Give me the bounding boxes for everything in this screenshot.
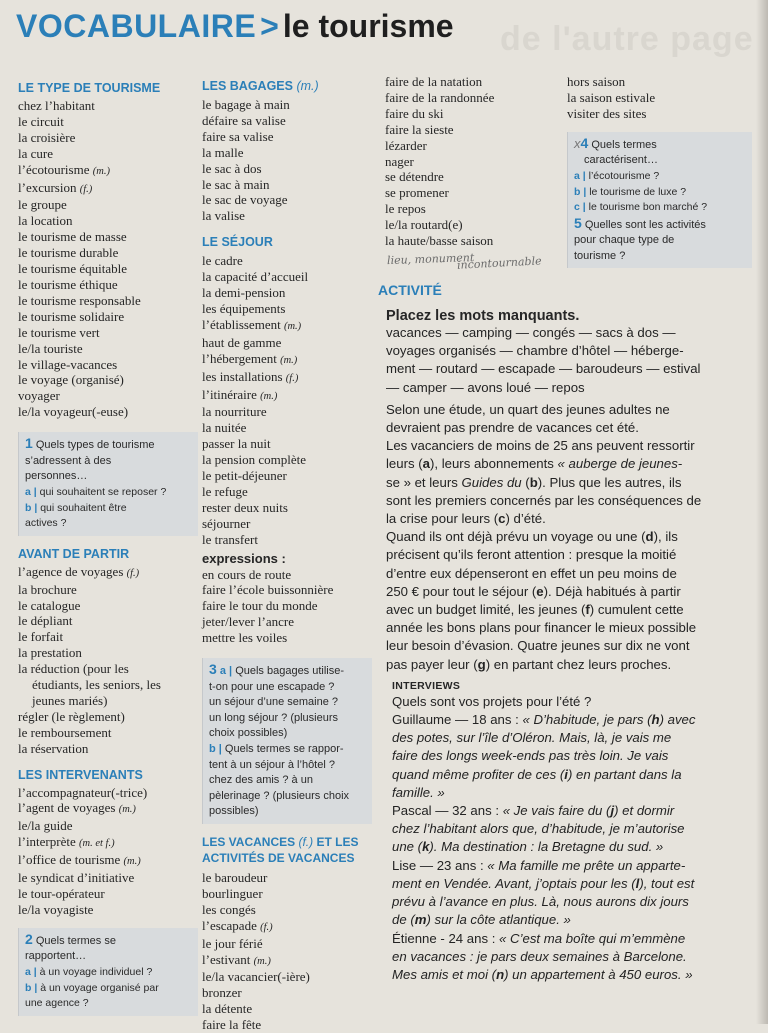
vocab-item: séjourner xyxy=(202,515,251,531)
vocab-item: le cadre xyxy=(202,253,243,269)
vocab-item: haut de gamme xyxy=(202,334,282,350)
text-line: sont les premiers concernés par les conséquences de xyxy=(386,492,702,508)
vacances-heading-gender: (f.) xyxy=(298,835,314,850)
text-line: année les bons plans pour financer le mieux possible xyxy=(386,620,697,636)
vocab-item: passer la nuit xyxy=(202,436,271,452)
list-sejour xyxy=(202,253,377,547)
vocab-item: le refuge xyxy=(202,483,248,499)
q1-b-text-2: actives ? xyxy=(25,517,67,530)
text-line: chez l’habitant alors que, d’habitude, je m’autorise xyxy=(392,821,685,837)
q3-b-line-3: pèlerinage ? (plusieurs choix xyxy=(209,789,350,802)
interviews-heading: INTERVIEWS xyxy=(392,679,461,692)
q1-b-label: b | xyxy=(25,501,38,514)
text-line: leurs (a), leurs abonnements « auberge de jeunes- xyxy=(386,456,683,472)
vocab-item: le tourisme de masse xyxy=(18,229,127,245)
column-1 xyxy=(18,80,198,1016)
vocab-item: le remboursement xyxy=(18,724,112,740)
vocab-item: le catalogue xyxy=(18,597,81,613)
vocab-item: le voyage (organisé) xyxy=(18,372,124,388)
q4-c-label: c | xyxy=(574,201,586,214)
column-4 xyxy=(567,74,752,268)
page-title xyxy=(16,6,454,46)
list-activites xyxy=(385,74,565,249)
text-line: Quels sont vos projets pour l’été ? xyxy=(392,693,592,709)
text-line: Mes amis et moi (n) un appartement à 450 euros. » xyxy=(392,966,693,982)
bagages-heading-gender: (m.) xyxy=(296,79,319,93)
vocab-item: le baroudeur xyxy=(202,870,268,886)
vocab-item: la détente xyxy=(202,1001,253,1017)
q3-b-line-2: chez des amis ? à un xyxy=(209,774,313,787)
vocab-item: bronzer xyxy=(202,985,242,1001)
text-line: en vacances : je pars deux semaines à Barcelone. xyxy=(392,948,687,964)
list-intervenants xyxy=(18,785,198,918)
vocab-item: régler (le règlement) xyxy=(18,708,125,724)
vocab-item: le syndicat d’initiative xyxy=(18,870,135,886)
vocab-item: faire la fête xyxy=(202,1017,262,1033)
q4-b-label: b | xyxy=(574,185,587,198)
heading-vacances xyxy=(202,834,377,866)
heading-type-tourisme: LE TYPE DE TOURISME xyxy=(18,81,161,95)
text-line: pas payer leur (g) en partant chez leurs proches. xyxy=(386,656,672,672)
vocab-item: la pension complète xyxy=(202,452,306,468)
column-3 xyxy=(385,74,565,272)
text-line: Étienne - 24 ans : « C’est ma boîte qui m’emmène xyxy=(392,930,686,946)
vocab-item: l’itinéraire (m.) xyxy=(202,386,278,402)
text-line: quand même profiter de ces (i) en partant dans la xyxy=(392,766,682,782)
q3-line-3: un long séjour ? (plusieurs xyxy=(209,711,339,724)
text-line: une (k). Ma destination : la Bretagne du sud. » xyxy=(392,839,664,855)
vocab-item: l’office de tourisme (m.) xyxy=(18,852,141,868)
text-line: ment en Vendée. Avant, j’optais pour les (l), tout est xyxy=(392,875,695,891)
vocab-item: le/la voyageur(-euse) xyxy=(18,404,129,420)
title-topic: le tourisme xyxy=(282,8,454,44)
question-4-number: 4 xyxy=(580,134,589,151)
text-line: faire des longs week-ends pas très loin. Je vais xyxy=(392,748,669,764)
activity-title: Placez les mots manquants. xyxy=(386,308,580,324)
vocab-item: la nuitée xyxy=(202,420,247,436)
text-line: voyages organisés — chambre d’hôtel — héberge- xyxy=(386,343,684,359)
text-line: leur besoin d’évasion. Quatre jeunes sur dix ne vont xyxy=(386,638,690,654)
text-line: Pascal — 32 ans : « Je vais faire du (j) et dormir xyxy=(392,803,675,819)
text-line: avec un budget limité, les jeunes (f) cumulent cette xyxy=(386,602,684,618)
vocab-item: le tourisme éthique xyxy=(18,276,118,292)
vocab-item: le sac de voyage xyxy=(202,192,288,208)
question-3-box xyxy=(202,658,372,824)
vocab-item: la prestation xyxy=(18,645,82,661)
handwritten-note-2: incontournable xyxy=(456,254,542,272)
question-1-box xyxy=(18,432,198,536)
vocab-item: le repos xyxy=(385,201,426,217)
vocab-item: défaire sa valise xyxy=(202,112,286,128)
question-1-number: 1 xyxy=(25,435,33,452)
q3-b-line-1: tent à un séjour à l’hôtel ? xyxy=(209,758,335,771)
vocab-item: la saison estivale xyxy=(567,89,656,105)
vocab-item: la demi-pension xyxy=(202,285,286,301)
text-line: de (m) sur la côte atlantique. » xyxy=(392,912,571,928)
title-arrow: > xyxy=(260,8,279,44)
vocab-item: l’hébergement (m.) xyxy=(202,350,298,366)
word-bank xyxy=(386,324,753,397)
vocab-item: le/la voyagiste xyxy=(18,901,94,917)
interviews-text xyxy=(392,693,753,984)
question-2-number: 2 xyxy=(25,930,33,947)
vocab-item: le petit-déjeuner xyxy=(202,468,287,484)
vocab-item: faire de la randonnée xyxy=(385,89,495,105)
vocab-item: faire le tour du monde xyxy=(202,598,318,614)
vocab-item: la croisière xyxy=(18,129,76,145)
list-type-tourisme xyxy=(18,98,198,420)
q3-line-4: choix possibles) xyxy=(209,727,288,740)
handwritten-cross-mark: x xyxy=(574,135,581,151)
vocab-item: la haute/basse saison xyxy=(385,233,494,249)
text-line: précisent qu’ils feront attention : presque la moitié xyxy=(386,547,677,563)
vocab-item: faire l’école buissonnière xyxy=(202,582,334,598)
vocab-item: le sac à main xyxy=(202,176,270,192)
q4-line-0: Quels termes xyxy=(591,138,657,151)
q2-line-0: Quels termes se xyxy=(35,934,116,947)
q3-b-label: b | xyxy=(209,743,222,756)
vocab-item: lézarder xyxy=(385,137,427,153)
q5-line-1: pour chaque type de xyxy=(574,234,675,247)
text-line: — camper — avons loué — repos xyxy=(386,379,585,395)
vocab-item: jeunes mariés) xyxy=(32,692,108,708)
q1-a-text: qui souhaitent se reposer ? xyxy=(39,485,167,498)
heading-avant-de-partir: AVANT DE PARTIR xyxy=(18,546,130,561)
vocab-item: le/la guide xyxy=(18,818,73,834)
vocab-item: le circuit xyxy=(18,113,64,129)
q1-line-0: Quels types de tourisme xyxy=(35,439,155,452)
vocab-item: se détendre xyxy=(385,169,444,185)
text-line: Les vacanciers de moins de 25 ans peuvent ressortir xyxy=(386,438,695,454)
vocab-item: le bagage à main xyxy=(202,97,290,112)
vocab-item: faire de la natation xyxy=(385,74,483,89)
q2-a-label: a | xyxy=(25,966,37,978)
vacances-heading-1: LES VACANCES xyxy=(202,835,296,850)
vocab-item: le jour férié xyxy=(202,935,263,951)
text-line: Lise — 23 ans : « Ma famille me prête un apparte- xyxy=(392,857,686,873)
list-vacances xyxy=(202,870,377,1033)
q4-a-label: a | xyxy=(574,169,586,182)
text-line: des potes, sur l’île d’Oléron. Mais, là, je vais me xyxy=(392,730,672,746)
handwritten-note-1: lieu, monument xyxy=(386,251,475,268)
vocab-item: se promener xyxy=(385,185,449,201)
q3-line-0: Quels bagages utilise- xyxy=(235,665,345,678)
list-saison xyxy=(567,74,752,122)
vocab-item: rester deux nuits xyxy=(202,499,288,515)
vocab-item: jeter/lever l’ancre xyxy=(202,614,295,630)
vocab-item: en cours de route xyxy=(202,566,292,582)
vocab-item: le transfert xyxy=(202,531,258,547)
vocab-item: la brochure xyxy=(18,581,77,597)
vocab-item: l’accompagnateur(-trice) xyxy=(18,784,148,800)
vocab-item: le tourisme vert xyxy=(18,324,100,340)
vocab-item: le sac à dos xyxy=(202,160,262,176)
vocab-item: le groupe xyxy=(18,197,67,213)
q3-line-2: un séjour d’une semaine ? xyxy=(209,696,339,709)
vocab-item: l’établissement (m.) xyxy=(202,316,302,332)
bagages-heading-text: LES BAGAGES xyxy=(202,79,293,93)
vocab-item: le forfait xyxy=(18,629,64,645)
vocab-item: les congés xyxy=(202,901,256,917)
text-line: vacances — camping — congés — sacs à dos — xyxy=(386,325,676,340)
text-line: prévu à l’avance en plus. Là, nous aurons dix jours xyxy=(392,894,689,910)
vocab-item: la réservation xyxy=(18,740,89,756)
q2-line-1: rapportent… xyxy=(25,950,87,963)
vocab-item: hors saison xyxy=(567,74,626,89)
vocab-item: la capacité d’accueil xyxy=(202,269,309,285)
vocab-item: voyager xyxy=(18,388,60,404)
heading-expressions: expressions : xyxy=(202,550,286,566)
q3-line-1: t-on pour une escapade ? xyxy=(209,680,335,693)
vocab-item: le/la touriste xyxy=(18,340,83,356)
vocab-item: la location xyxy=(18,213,73,229)
q3-b-line-4: possibles) xyxy=(209,805,259,818)
text-line: ment — routard — escapade — baroudeurs — estival xyxy=(386,361,701,377)
q5-line-2: tourisme ? xyxy=(574,249,626,262)
question-4-5-box xyxy=(567,132,752,269)
q2-b-text-2: une agence ? xyxy=(25,997,89,1010)
vocab-item: le/la vacancier(-ière) xyxy=(202,969,310,985)
vocab-item: l’estivant (m.) xyxy=(202,951,271,967)
vocab-item: les équipements xyxy=(202,300,286,316)
question-5-number: 5 xyxy=(574,214,582,231)
vocab-item: le dépliant xyxy=(18,613,73,629)
vocab-item: la cure xyxy=(18,145,54,161)
q2-a-text: à un voyage individuel ? xyxy=(39,966,153,978)
vocab-item: le tourisme responsable xyxy=(18,292,141,308)
title-vocabulaire: VOCABULAIRE xyxy=(16,8,257,44)
vocab-item: l’agence de voyages (f.) xyxy=(18,563,140,579)
question-3-number: 3 xyxy=(209,661,217,678)
page-gutter-shadow xyxy=(756,0,768,1024)
q4-c-text: le tourisme bon marché ? xyxy=(588,201,708,214)
vocab-item: chez l’habitant xyxy=(18,98,95,113)
bleed-through-text: de l'autre page xyxy=(500,20,754,58)
vacances-heading-3: ACTIVITÉS DE VACANCES xyxy=(202,851,355,866)
text-line: d’entre eux dépenseront en effet un peu moins de xyxy=(386,565,677,581)
vocab-item: l’écotourisme (m.) xyxy=(18,161,110,177)
vocab-item: le tourisme solidaire xyxy=(18,308,125,324)
text-line: se » et leurs Guides du (b). Plus que les autres, ils xyxy=(386,474,682,490)
vocab-item: nager xyxy=(385,153,414,169)
text-line: 250 € pour tout le séjour (e). Déjà habitués à partir xyxy=(386,583,681,599)
list-bagages xyxy=(202,97,377,224)
vocab-item: bourlinguer xyxy=(202,885,263,901)
vocab-item: la nourriture xyxy=(202,404,267,420)
heading-intervenants: LES INTERVENANTS xyxy=(18,767,143,782)
q2-b-label: b | xyxy=(25,981,38,994)
vocab-item: faire la sieste xyxy=(385,121,454,137)
activity-text xyxy=(386,401,753,674)
vocab-item: mettre les voiles xyxy=(202,630,288,646)
vocab-item: l’agent de voyages (m.) xyxy=(18,800,136,816)
vocab-item: étudiants, les seniors, les xyxy=(32,677,161,693)
vocab-item: faire du ski xyxy=(385,105,444,121)
vocab-item: les installations (f.) xyxy=(202,368,299,384)
q4-line-1: caractérisent… xyxy=(584,154,658,167)
vocab-item: le tourisme durable xyxy=(18,245,119,261)
text-line: famille. » xyxy=(392,784,445,800)
vocab-item: la malle xyxy=(202,144,244,160)
q1-line-2: personnes… xyxy=(25,470,88,483)
activity-section xyxy=(378,282,753,984)
text-line: la crise pour leurs (c) d’été. xyxy=(386,511,546,527)
q4-b-text: le tourisme de luxe ? xyxy=(589,185,687,198)
q1-a-label: a | xyxy=(25,485,37,498)
vocab-item: la réduction (pour les xyxy=(18,661,129,677)
text-line: Quand ils ont déjà prévu un voyage ou une (d), ils xyxy=(386,529,678,545)
column-2 xyxy=(202,78,377,1033)
q4-a-text: l’écotourisme ? xyxy=(588,169,660,182)
vocab-item: le tour-opérateur xyxy=(18,886,105,901)
vocab-item: le tourisme équitable xyxy=(18,261,128,277)
q3-b-line-0: Quels termes se rappor- xyxy=(224,743,344,756)
q2-b-text: à un voyage organisé par xyxy=(40,981,159,994)
text-line: Guillaume — 18 ans : « D’habitude, je pars (h) avec xyxy=(392,712,696,728)
vocab-item: faire sa valise xyxy=(202,128,274,144)
vocab-item: la valise xyxy=(202,208,245,224)
vocab-item: visiter des sites xyxy=(567,105,647,121)
vacances-heading-2: ET LES xyxy=(316,835,359,850)
text-line: Selon une étude, un quart des jeunes adultes ne xyxy=(386,401,670,417)
text-line: devraient pas prendre de vacances cet été. xyxy=(386,420,639,436)
activity-heading: ACTIVITÉ xyxy=(378,282,442,298)
vocab-item: le/la routard(e) xyxy=(385,217,463,233)
vocab-item: le village-vacances xyxy=(18,356,118,372)
list-avant-de-partir xyxy=(18,564,198,757)
heading-sejour: LE SÉJOUR xyxy=(202,235,273,250)
list-expressions xyxy=(202,567,377,647)
vocab-item: l’escapade (f.) xyxy=(202,917,273,933)
vocab-item: l’excursion (f.) xyxy=(18,179,93,195)
vocab-item: l’interprète (m. et f.) xyxy=(18,834,115,850)
q1-b-text: qui souhaitent être xyxy=(40,501,127,514)
q3-a-label: a | xyxy=(219,665,233,678)
heading-bagages xyxy=(202,78,377,94)
q5-line-0: Quelles sont les activités xyxy=(584,218,706,231)
question-2-box xyxy=(18,928,198,1016)
q1-line-1: s’adressent à des xyxy=(25,454,112,467)
